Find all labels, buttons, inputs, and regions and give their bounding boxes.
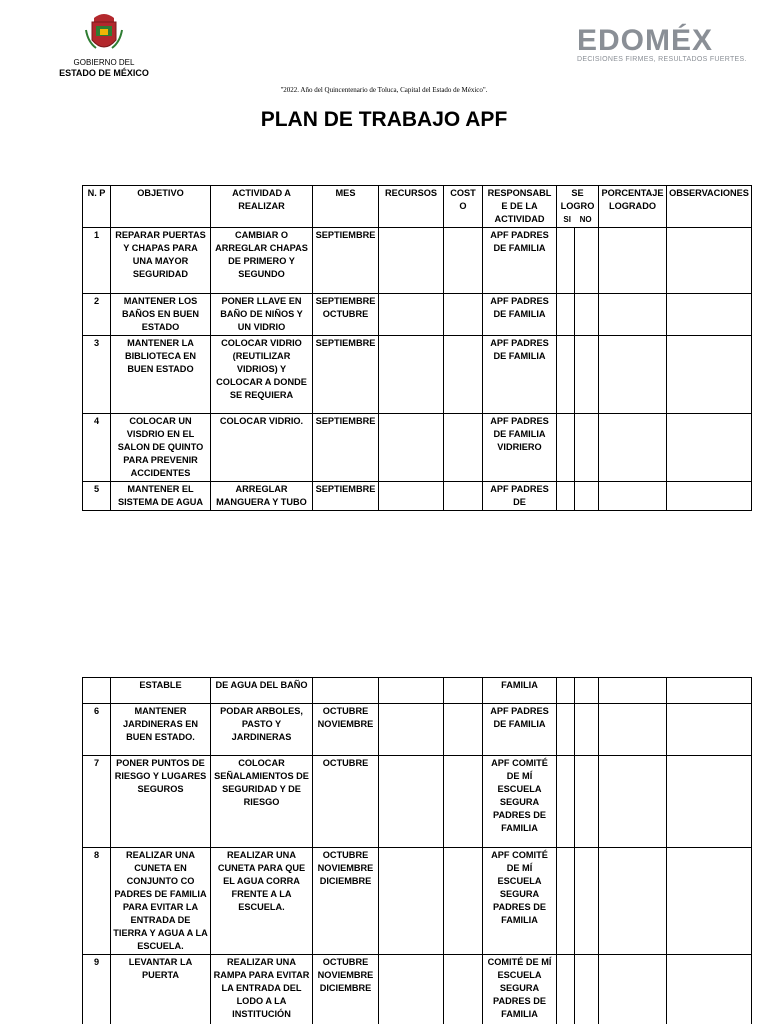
row-actividad: REALIZAR UNA CUNETA PARA QUE EL AGUA CORRA FRENTE A LA ESCUELA. [211,848,313,955]
row-objetivo: MANTENER JARDINERAS EN BUEN ESTADO. [111,704,211,756]
row-mes: SEPTIEMBRE [313,414,379,482]
row-mes: SEPTIEMBRE [313,336,379,414]
row-mes [313,678,379,704]
table-row [83,294,752,336]
gobierno-logo [44,12,164,84]
row-mes: OCTUBRE NOVIEMBRE DICIEMBRE [313,955,379,1024]
row-actividad: CAMBIAR O ARREGLAR CHAPAS DE PRIMERO Y SEGUNDO [211,228,313,294]
row-mes: OCTUBRE [313,756,379,848]
table-row [83,756,752,848]
row-recursos [379,756,444,848]
row-mes: SEPTIEMBRE [313,482,379,511]
row-si [557,756,575,848]
row-recursos [379,482,444,511]
row-responsable: APF PADRES DE FAMILIA [483,336,557,414]
row-np: 4 [83,414,111,482]
col-mes: MES [313,186,379,228]
row-porcentaje [599,414,667,482]
row-no [575,955,599,1024]
row-costo [444,482,483,511]
page-title: PLAN DE TRABAJO APF [260,108,508,131]
col-actividad: ACTIVIDAD A REALIZAR [211,186,313,228]
row-porcentaje [599,704,667,756]
col-responsable: RESPONSABL E DE LA ACTIVIDAD [483,186,557,228]
row-recursos [379,848,444,955]
row-objetivo: REALIZAR UNA CUNETA EN CONJUNTO CO PADRES DE FAMILIA PARA EVITAR LA ENTRADA DE TIERRA Y AGUA A LA ESCUELA. [111,848,211,955]
col-si: SI [563,215,571,224]
edomex-wordmark: EDOMÉX [577,24,714,57]
row-responsable: APF PADRES DE FAMILIA VIDRIERO [483,414,557,482]
row-objetivo: COLOCAR UN VISDRIO EN EL SALON DE QUINTO PARA PREVENIR ACCIDENTES [111,414,211,482]
table-row [83,678,752,704]
row-mes: OCTUBRE NOVIEMBRE [313,704,379,756]
row-no [575,848,599,955]
row-no [575,294,599,336]
row-actividad: PONER LLAVE EN BAÑO DE NIÑOS Y UN VIDRIO [211,294,313,336]
row-observaciones [667,848,752,955]
row-responsable: APF PADRES DE FAMILIA [483,294,557,336]
col-se-logro-label: SE LOGRO [560,188,595,211]
row-no [575,678,599,704]
row-np: 1 [83,228,111,294]
plan-table-page2 [82,677,752,1024]
row-no [575,756,599,848]
row-observaciones [667,678,752,704]
plan-table-page1 [82,185,752,511]
col-costo: COST O [444,186,483,228]
row-actividad: DE AGUA DEL BAÑO [211,678,313,704]
row-si [557,336,575,414]
row-recursos [379,704,444,756]
row-recursos [379,414,444,482]
row-objetivo: ESTABLE [111,678,211,704]
row-costo [444,336,483,414]
row-objetivo: MANTENER EL SISTEMA DE AGUA [111,482,211,511]
row-recursos [379,228,444,294]
row-costo [444,228,483,294]
row-si [557,678,575,704]
row-porcentaje [599,756,667,848]
row-responsable: APF PADRES DE FAMILIA [483,704,557,756]
row-np: 6 [83,704,111,756]
year-motto: "2022. Año del Quincentenario de Toluca, Capital del Estado de México". [280,86,488,94]
row-recursos [379,336,444,414]
row-no [575,336,599,414]
row-actividad: REALIZAR UNA RAMPA PARA EVITAR LA ENTRADA DEL LODO A LA INSTITUCIÓN [211,955,313,1024]
col-recursos: RECURSOS [379,186,444,228]
row-np: 2 [83,294,111,336]
row-responsable: APF COMITÉ DE MÍ ESCUELA SEGURA PADRES DE FAMILIA [483,756,557,848]
row-recursos [379,294,444,336]
row-costo [444,294,483,336]
edomex-slogan: DECISIONES FIRMES, RESULTADOS FUERTES. [577,56,747,63]
row-actividad: COLOCAR VIDRIO. [211,414,313,482]
table-row [83,848,752,955]
row-costo [444,756,483,848]
row-si [557,228,575,294]
table-row [83,414,752,482]
row-no [575,414,599,482]
row-porcentaje [599,336,667,414]
row-porcentaje [599,848,667,955]
row-np: 3 [83,336,111,414]
table-row [83,482,752,511]
row-responsable: APF COMITÉ DE MÍ ESCUELA SEGURA PADRES DE FAMILIA [483,848,557,955]
row-si [557,704,575,756]
row-observaciones [667,704,752,756]
edomex-logo [575,24,750,68]
row-recursos [379,678,444,704]
row-np: 8 [83,848,111,955]
row-no [575,482,599,511]
col-porcentaje: PORCENTAJE LOGRADO [599,186,667,228]
col-se-logro [557,186,599,228]
table-row [83,955,752,1024]
row-porcentaje [599,294,667,336]
row-costo [444,704,483,756]
row-porcentaje [599,678,667,704]
table-row [83,228,752,294]
row-observaciones [667,756,752,848]
row-costo [444,955,483,1024]
row-si [557,414,575,482]
table-row [83,336,752,414]
row-si [557,848,575,955]
row-objetivo: LEVANTAR LA PUERTA [111,955,211,1024]
row-objetivo: MANTENER LA BIBLIOTECA EN BUEN ESTADO [111,336,211,414]
row-responsable: APF PADRES DE FAMILIA [483,228,557,294]
gov-logo-line1: GOBIERNO DEL [73,58,135,67]
row-np [83,678,111,704]
col-objetivo: OBJETIVO [111,186,211,228]
row-porcentaje [599,482,667,511]
col-np: N. P [83,186,111,228]
row-np: 9 [83,955,111,1024]
row-mes: OCTUBRE NOVIEMBRE DICIEMBRE [313,848,379,955]
row-responsable: APF PADRES DE [483,482,557,511]
row-si [557,955,575,1024]
row-mes: SEPTIEMBRE [313,228,379,294]
row-observaciones [667,482,752,511]
row-actividad: PODAR ARBOLES, PASTO Y JARDINERAS [211,704,313,756]
row-costo [444,414,483,482]
row-observaciones [667,955,752,1024]
row-porcentaje [599,228,667,294]
row-porcentaje [599,955,667,1024]
row-si [557,482,575,511]
coat-of-arms-icon [78,12,130,56]
row-costo [444,848,483,955]
row-np: 5 [83,482,111,511]
row-actividad: ARREGLAR MANGUERA Y TUBO [211,482,313,511]
row-objetivo: REPARAR PUERTAS Y CHAPAS PARA UNA MAYOR SEGURIDAD [111,228,211,294]
row-no [575,704,599,756]
row-recursos [379,955,444,1024]
col-observaciones: OBSERVACIONES [667,186,752,228]
row-observaciones [667,294,752,336]
row-responsable: COMITÉ DE MÍ ESCUELA SEGURA PADRES DE FAMILIA [483,955,557,1024]
row-si [557,294,575,336]
row-no [575,228,599,294]
row-observaciones [667,228,752,294]
row-responsable: FAMILIA [483,678,557,704]
row-observaciones [667,336,752,414]
table-row [83,704,752,756]
col-no: NO [579,215,592,224]
row-np: 7 [83,756,111,848]
row-actividad: COLOCAR VIDRIO (REUTILIZAR VIDRIOS) Y COLOCAR A DONDE SE REQUIERA [211,336,313,414]
row-actividad: COLOCAR SEÑALAMIENTOS DE SEGURIDAD Y DE RIESGO [211,756,313,848]
gov-logo-line2: ESTADO DE MÉXICO [59,68,149,78]
row-observaciones [667,414,752,482]
row-mes: SEPTIEMBRE OCTUBRE [313,294,379,336]
row-objetivo: MANTENER LOS BAÑOS EN BUEN ESTADO [111,294,211,336]
row-costo [444,678,483,704]
row-objetivo: PONER PUNTOS DE RIESGO Y LUGARES SEGUROS [111,756,211,848]
